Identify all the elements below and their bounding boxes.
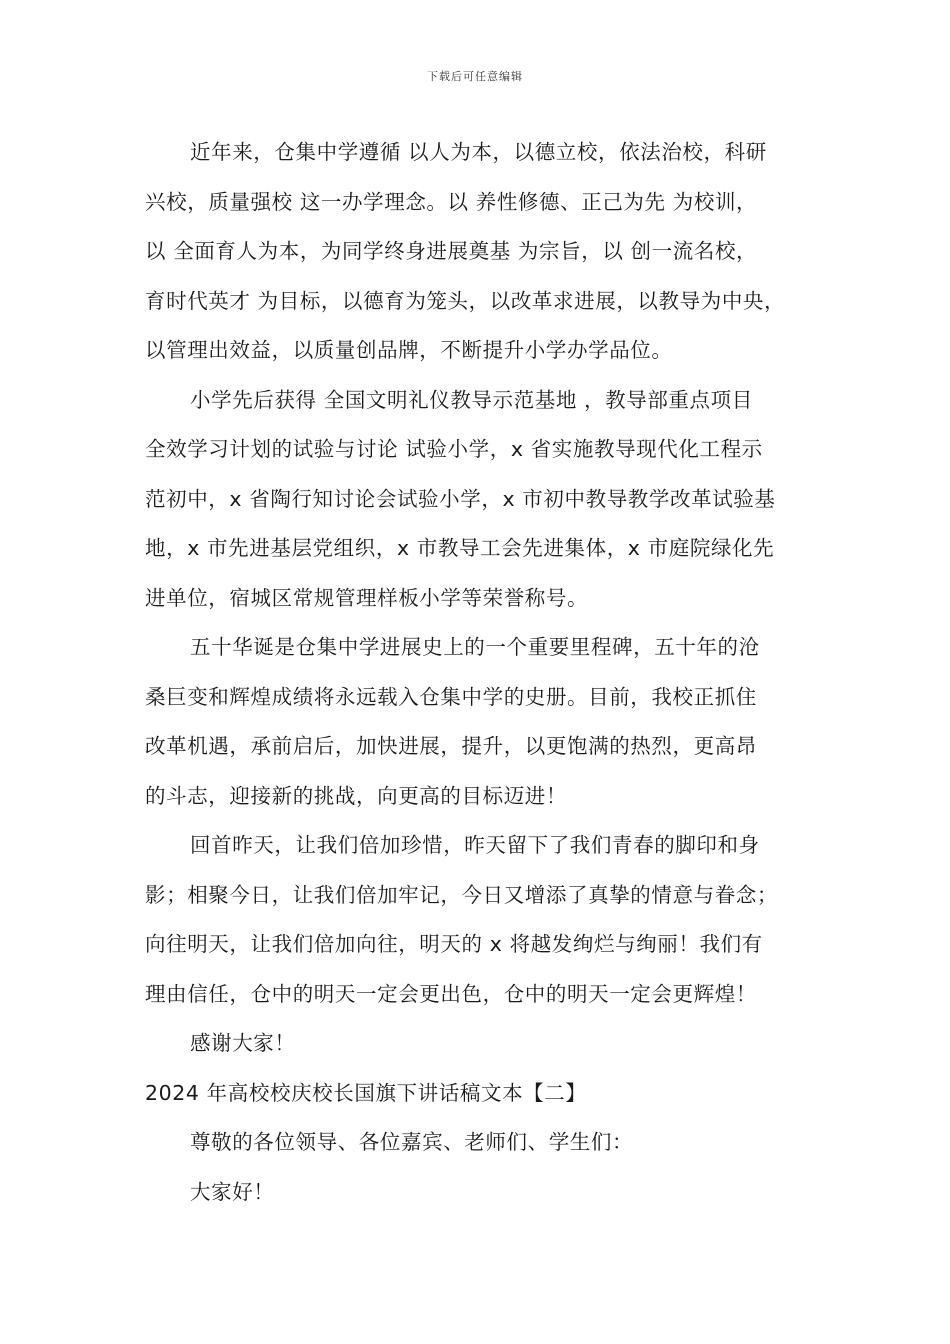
text-line: 影；相聚今日，让我们倍加牢记，今日又增添了真挚的情意与眷念； bbox=[145, 882, 778, 907]
text-line: 理由信任，仓中的明天一定会更出色，仓中的明天一定会更辉煌！ bbox=[145, 981, 757, 1006]
text-line: 小学先后获得 全国文明礼仪教导示范基地 ，教导部重点项目 bbox=[190, 387, 753, 412]
text-line: 以 全面育人为本，为同学终身进展奠基 为宗旨，以 创一流名校， bbox=[145, 239, 758, 263]
text-line: 桑巨变和辉煌成绩将永远载入仓集中学的史册。目前，我校正抓住 bbox=[145, 684, 757, 709]
text-line: 回首昨天，让我们倍加珍惜，昨天留下了我们青春的脚印和身 bbox=[190, 833, 760, 857]
text-line: 育时代英才 为目标，以德育为笼头，以改革求进展，以教导为中央， bbox=[145, 288, 786, 313]
text-line: 的斗志，迎接新的挑战，向更高的目标迈进！ bbox=[145, 783, 567, 808]
text-line: 感谢大家！ bbox=[190, 1031, 296, 1055]
text-line: 进单位，宿城区常规管理样板小学等荣誉称号。 bbox=[145, 585, 589, 610]
page-header: 下载后可任意编辑 bbox=[427, 70, 523, 83]
text-line: 向往明天，让我们倍加向往，明天的 x 将越发绚烂与绚丽！我们有 bbox=[145, 932, 763, 956]
text-line: 兴校，质量强校 这一办学理念。以 养性修德、正己为先 为校训， bbox=[145, 189, 758, 214]
text-line: 范初中，x 省陶行知讨论会试验小学，x 市初中教导教学改革试验基 bbox=[145, 486, 776, 511]
text-line: 大家好！ bbox=[190, 1179, 275, 1204]
document-body bbox=[145, 128, 825, 1217]
text-line: 五十华诞是仓集中学进展史上的一个重要里程碑，五十年的沧 bbox=[190, 635, 760, 659]
text-line: 尊敬的各位领导、各位嘉宾、老师们、学生们： bbox=[190, 1130, 634, 1154]
text-line: 改革机遇，承前启后，加快进展，提升，以更饱满的热烈，更高昂 bbox=[145, 734, 757, 758]
text-line: 地，x 市先进基层党组织，x 市教导工会先进集体，x 市庭院绿化先 bbox=[145, 536, 775, 560]
text-line: 以管理出效益，以质量创品牌，不断提升小学办学品位。 bbox=[145, 338, 673, 362]
section-heading: 2024 年高校校庆校长国旗下讲话稿文本【二】 bbox=[145, 1080, 587, 1105]
text-line: 近年来，仓集中学遵循 以人为本，以德立校，依法治校，科研 bbox=[190, 140, 767, 164]
text-line: 全效学习计划的试验与讨论 试验小学，x 省实施教导现代化工程示 bbox=[145, 437, 763, 461]
